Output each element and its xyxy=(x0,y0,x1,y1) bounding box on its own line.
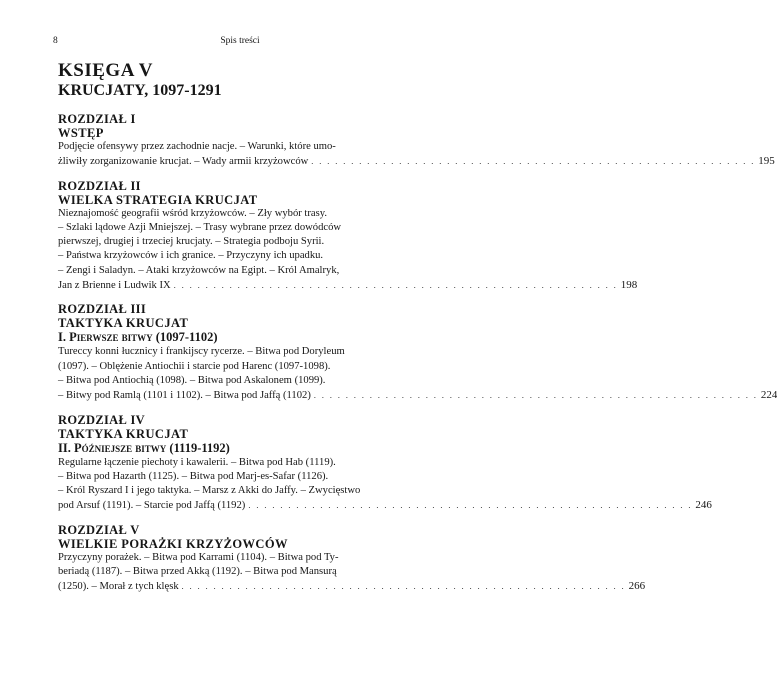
dot-leader: . . . . . . . . . . . . . . . . . . . . . . . . . . . . . . . . . . . . . . . . . . . . . . . . . . . . . . . . xyxy=(313,391,758,401)
chapter-label: ROZDZIAŁ II xyxy=(58,178,141,193)
chapter-entry-3 xyxy=(58,302,777,403)
page-reference: 195 xyxy=(758,155,775,168)
dot-leader: . . . . . . . . . . . . . . . . . . . . . . . . . . . . . . . . . . . . . . . . . . . . . . . . . . . . . . . . xyxy=(248,501,693,511)
description-line: beriadą (1187). – Bitwa przed Akką (1192). – Bitwa pod Mansurą xyxy=(58,566,337,578)
description-line: – Bitwa pod Hazarth (1125). – Bitwa pod Marj-es-Safar (1126). xyxy=(58,470,329,482)
section-years: (1097-1102) xyxy=(152,330,218,345)
description-line: – Bitwa pod Antiochią (1098). – Bitwa pod Askalonem (1099). xyxy=(58,374,326,386)
chapter-entry-2 xyxy=(58,178,638,294)
chapter-description xyxy=(58,207,638,294)
chapter-description xyxy=(58,551,646,595)
chapter-title: WIELKIE PORAŻKI KRZYŻOWCÓW xyxy=(58,536,288,551)
section-prefix: II. P xyxy=(58,440,82,455)
description-last-line xyxy=(58,579,646,594)
description-last-line xyxy=(58,278,638,293)
description-line: Jan z Brienne i Ludwik IX xyxy=(58,280,171,292)
section-prefix: I. P xyxy=(58,330,77,345)
description-line: Tureccy konni łucznicy i frankijscy rycerze. – Bitwa pod Doryleum xyxy=(58,346,345,358)
description-last-line xyxy=(58,388,777,403)
description-line: Podjęcie ofensywy przez zachodnie nacje. – Warunki, które umo- xyxy=(58,141,336,152)
chapter-list xyxy=(58,112,777,595)
book-subtitle: KRUCJATY, 1097-1291 xyxy=(58,82,222,99)
description-line: pod Arsuf (1191). – Starcie pod Jaffą (1192) xyxy=(58,500,246,512)
chapter-entry-1 xyxy=(58,112,775,170)
chapter-label: ROZDZIAŁ I xyxy=(58,112,136,126)
section-smallcaps: ierwsze bitwy xyxy=(76,330,153,345)
description-line: pierwszej, drugiej i trzeciej krucjaty. – Strategia podboju Syrii. xyxy=(58,236,325,248)
dot-leader: . . . . . . . . . . . . . . . . . . . . . . . . . . . . . . . . . . . . . . . . . . . . . . . . . . . . . . . . xyxy=(173,281,618,291)
description-line: – Zengi i Saladyn. – Ataki krzyżowców na Egipt. – Król Amalryk, xyxy=(58,264,340,276)
dot-leader: . . . . . . . . . . . . . . . . . . . . . . . . . . . . . . . . . . . . . . . . . . . . . . . . . . . . . . . . xyxy=(311,157,756,167)
chapter-entry-4 xyxy=(58,412,712,514)
running-header: Spis treści xyxy=(220,36,260,46)
chapter-title: TAKTYKA KRUCJAT xyxy=(58,426,189,441)
description-line: – Bitwy pod Ramlą (1101 i 1102). – Bitwa pod Jaffą (1102) xyxy=(58,390,311,402)
chapter-description xyxy=(58,345,777,403)
section-title xyxy=(58,441,405,456)
section-years: (1119-1192) xyxy=(166,440,230,455)
description-line: – Król Ryszard I i jego taktyka. – Marsz z Akki do Jaffy. – Zwycięstwo xyxy=(58,485,361,497)
section-title xyxy=(58,330,405,345)
description-line: Nieznajomość geografii wśród krzyżowców. – Zły wybór trasy. xyxy=(58,207,327,219)
section-smallcaps: óźniejsze bitwy xyxy=(81,440,167,455)
description-line: Regularne łączenie piechoty i kawalerii. – Bitwa pod Hab (1119). xyxy=(58,456,336,468)
description-line: (1097). – Oblężenie Antiochii i starcie pod Harenc (1097-1098). xyxy=(58,360,331,372)
page-reference: 246 xyxy=(695,499,712,512)
page-reference: 224 xyxy=(760,389,777,402)
chapter-description xyxy=(58,456,712,514)
chapter-title: TAKTYKA KRUCJAT xyxy=(58,316,189,331)
table-of-contents xyxy=(58,60,777,604)
chapter-title: WIELKA STRATEGIA KRUCJAT xyxy=(58,192,258,207)
chapter-entry-5 xyxy=(58,522,646,595)
chapter-label: ROZDZIAŁ III xyxy=(58,302,146,317)
chapter-label: ROZDZIAŁ IV xyxy=(58,412,145,427)
page-reference: 198 xyxy=(620,279,638,292)
dot-leader: . . . . . . . . . . . . . . . . . . . . . . . . . . . . . . . . . . . . . . . . . . . . . . . . . . . . . . . . xyxy=(181,582,626,592)
page-number: 8 xyxy=(53,36,58,46)
book-title: KSIĘGA V xyxy=(58,60,153,81)
chapter-label: ROZDZIAŁ V xyxy=(58,522,140,537)
chapter-title: WSTĘP xyxy=(58,126,104,140)
chapter-description xyxy=(58,140,775,170)
description-line: (1250). – Morał z tych klęsk xyxy=(58,581,179,593)
page-reference: 266 xyxy=(628,580,646,593)
description-last-line xyxy=(58,154,775,169)
description-line: żliwiły zorganizowanie krucjat. – Wady armii krzyżowców xyxy=(58,156,309,168)
description-line: – Szlaki lądowe Azji Mniejszej. – Trasy wybrane przez dowódców xyxy=(58,221,342,233)
description-line: – Państwa krzyżowców i ich granice. – Przyczyny ich upadku. xyxy=(58,250,324,262)
description-last-line xyxy=(58,498,712,513)
description-line: Przyczyny porażek. – Bitwa pod Karrami (1104). – Bitwa pod Ty- xyxy=(58,551,339,563)
